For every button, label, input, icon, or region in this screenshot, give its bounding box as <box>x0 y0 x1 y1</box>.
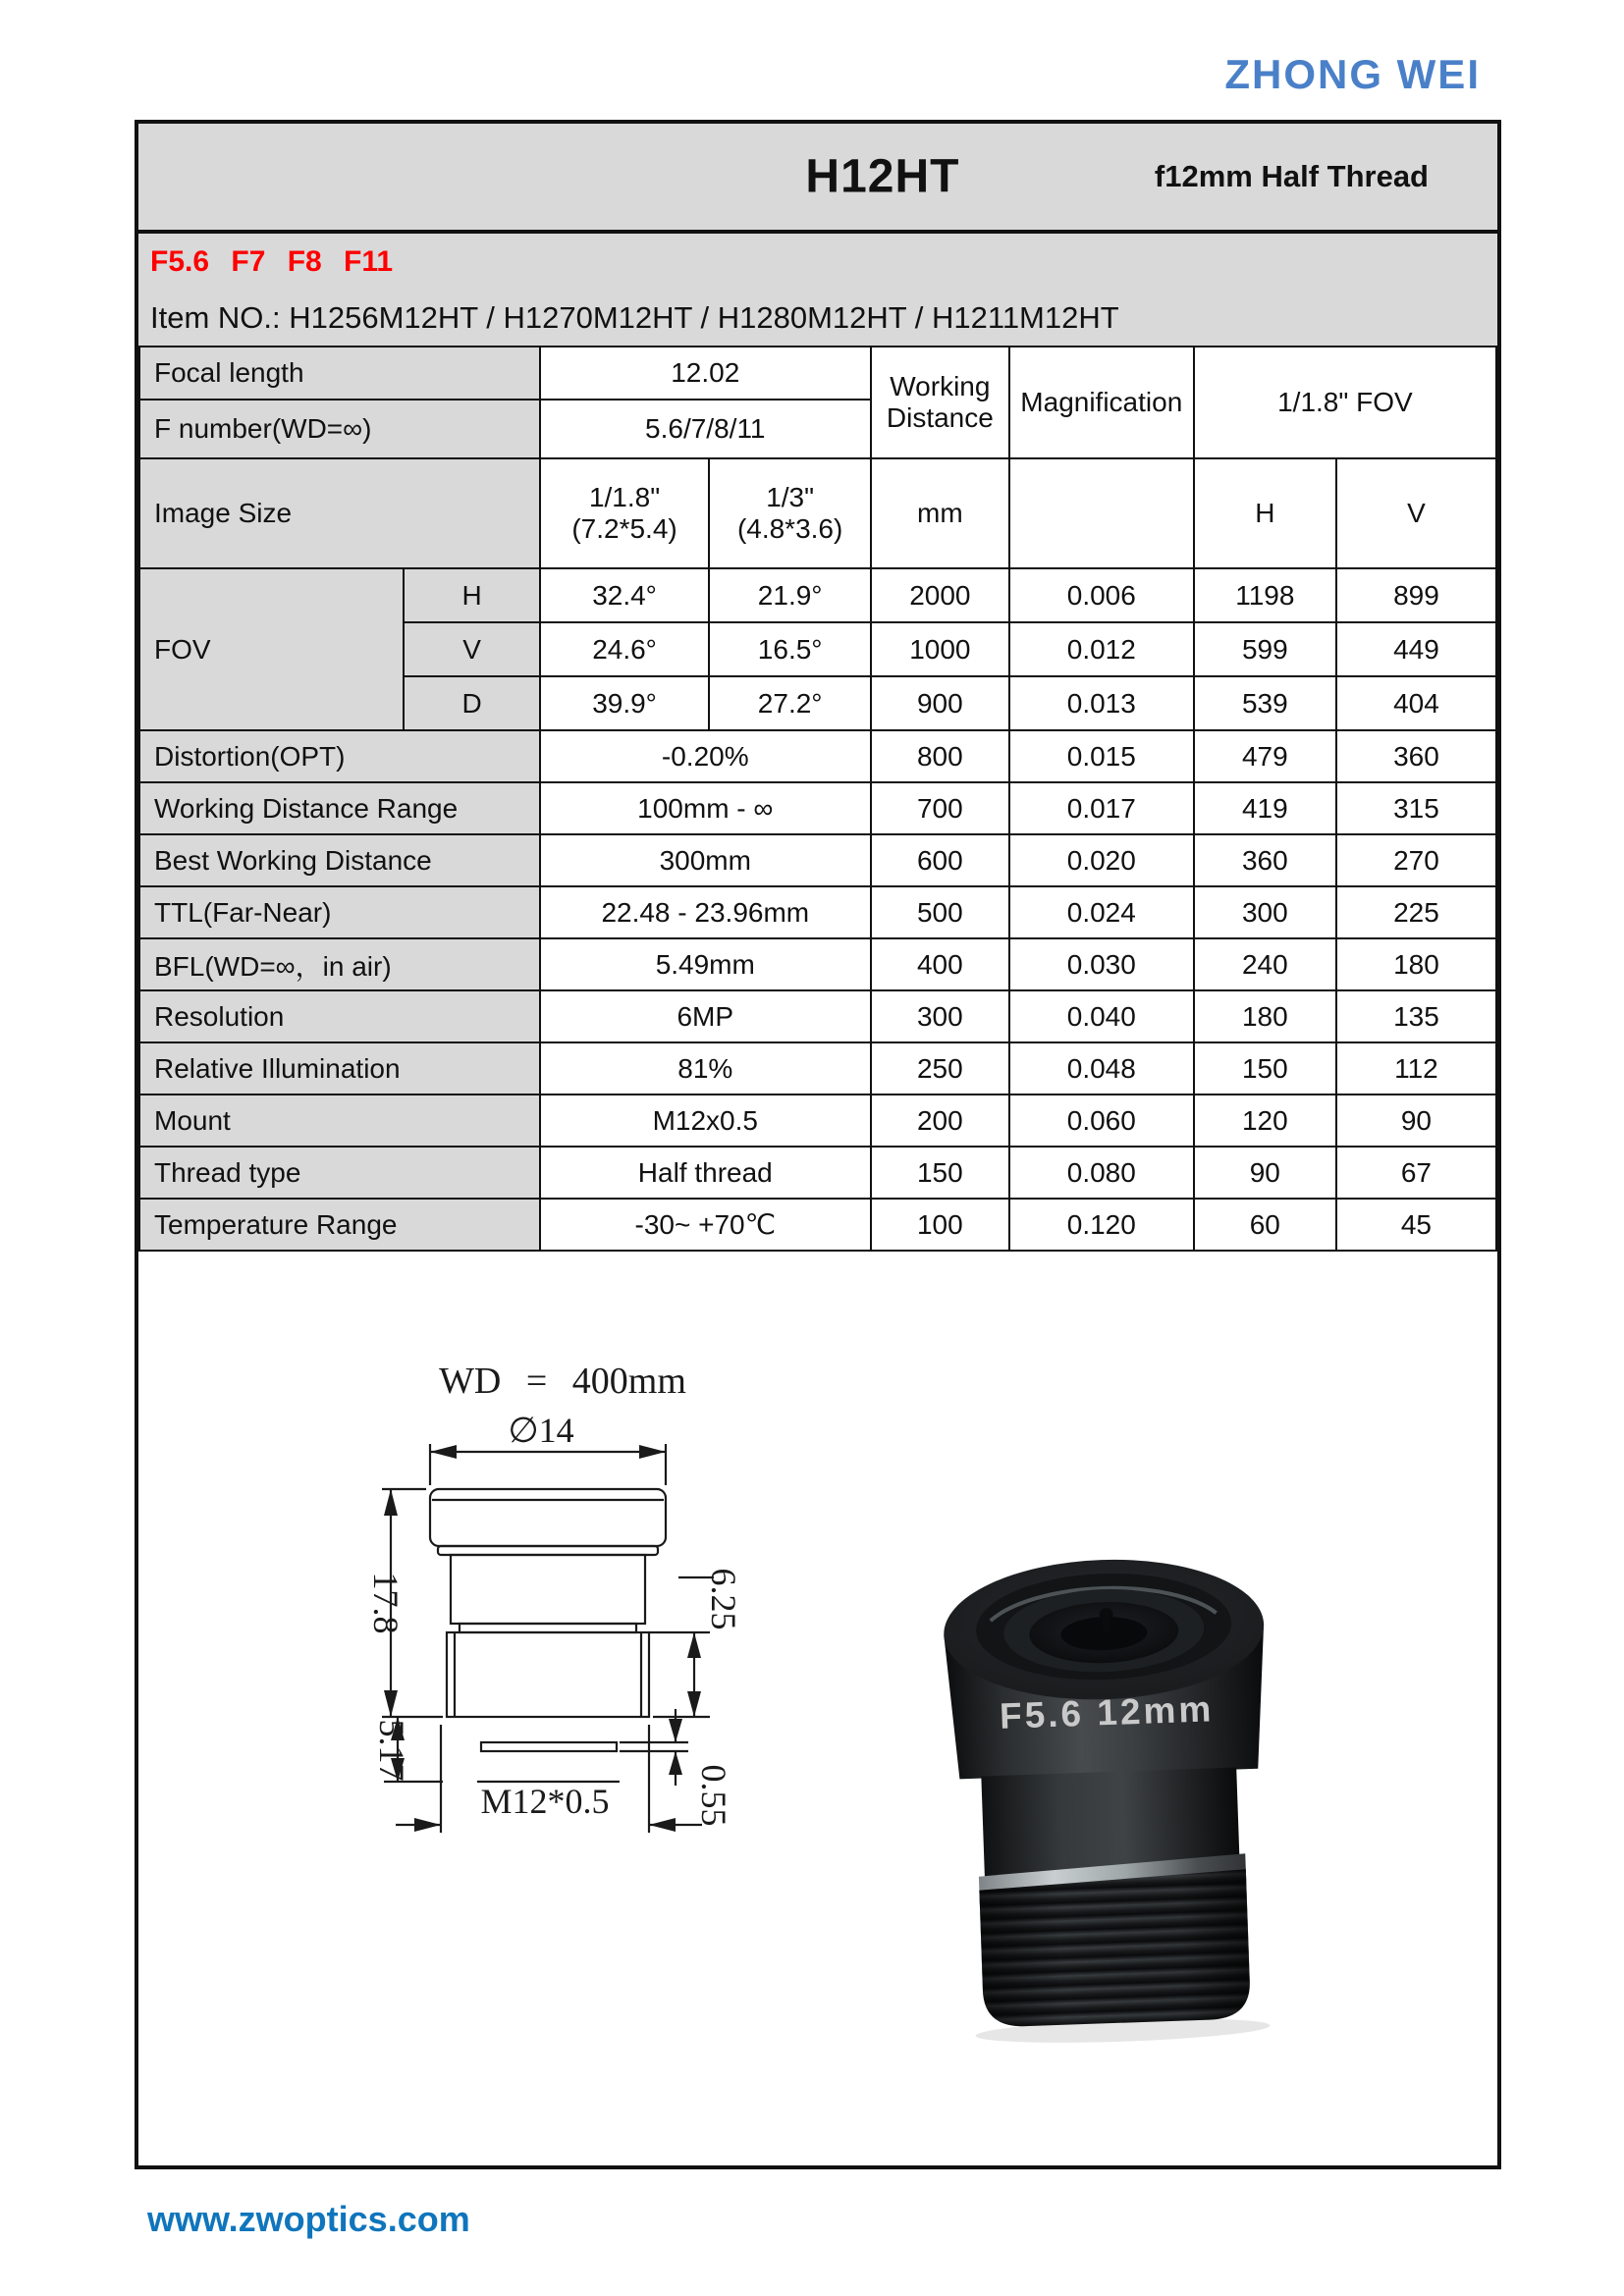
working-distance-note: WD = 400mm <box>439 1361 686 1402</box>
mag-value: 0.060 <box>1009 1095 1194 1147</box>
f-number-label: F number(WD=∞) <box>139 400 540 458</box>
image-size-col2 <box>709 458 870 568</box>
mag-value: 0.015 <box>1009 730 1194 782</box>
magnification-header: Magnification <box>1009 347 1194 458</box>
mag-value: 0.006 <box>1009 568 1194 622</box>
spec-value: 300mm <box>540 834 871 886</box>
fov-18-value: 39.9° <box>540 676 710 730</box>
spec-label: Distortion(OPT) <box>139 730 540 782</box>
row-best-working-distance <box>139 834 1496 886</box>
wd-value: 250 <box>871 1042 1009 1095</box>
spec-label: Relative Illumination <box>139 1042 540 1095</box>
wd-value: 900 <box>871 676 1009 730</box>
lens-technical-drawing <box>335 1342 806 2029</box>
fov-13-value: 16.5° <box>709 622 870 676</box>
spec-label: Resolution <box>139 990 540 1042</box>
fov-13-value: 27.2° <box>709 676 870 730</box>
image-size-col2-line2: (4.8*3.6) <box>736 513 843 544</box>
wd-value: 700 <box>871 782 1009 834</box>
v-value: 360 <box>1336 730 1496 782</box>
h-value: 150 <box>1194 1042 1336 1095</box>
row-relative-illumination <box>139 1042 1496 1095</box>
fov-axis: V <box>404 622 539 676</box>
row-image-size <box>139 458 1496 568</box>
datasheet-frame <box>135 120 1501 2169</box>
lens-body-group <box>942 1554 1278 2047</box>
flange-dim-label: 0.55 <box>694 1764 733 1827</box>
lens-thread-shading <box>979 1869 1251 2027</box>
v-value: 315 <box>1336 782 1496 834</box>
mag-value: 0.080 <box>1009 1147 1194 1199</box>
thread-spec-label: M12*0.5 <box>480 1782 610 1821</box>
fov-label: FOV <box>139 568 404 730</box>
spec-label: Thread type <box>139 1147 540 1199</box>
h-value: 360 <box>1194 834 1336 886</box>
diameter-dim-label: ∅14 <box>508 1411 574 1450</box>
h-value: 240 <box>1194 938 1336 990</box>
spec-label: BFL(WD=∞，in air) <box>139 938 540 990</box>
magnification-blank-cell <box>1009 458 1194 568</box>
lens-marking-text: F5.6 12mm <box>999 1688 1215 1736</box>
image-size-col1-line1: 1/1.8" <box>588 482 661 512</box>
spec-label: Best Working Distance <box>139 834 540 886</box>
lens-focus-pin-stem <box>1103 1611 1111 1632</box>
spec-value: -0.20% <box>540 730 871 782</box>
spec-value: 22.48 - 23.96mm <box>540 886 871 938</box>
focal-length-label: Focal length <box>139 347 540 400</box>
wd-value: 2000 <box>871 568 1009 622</box>
v-value: 225 <box>1336 886 1496 938</box>
fov-v-header: V <box>1336 458 1496 568</box>
v-value: 899 <box>1336 568 1496 622</box>
h-value: 300 <box>1194 886 1336 938</box>
drawing-cap-lip <box>438 1546 658 1555</box>
spec-value: 5.49mm <box>540 938 871 990</box>
aperture-variants-line: F5.6 F7 F8 F11 <box>138 234 1497 290</box>
row-working-distance-range <box>139 782 1496 834</box>
v-value: 112 <box>1336 1042 1496 1095</box>
fov-axis: H <box>404 568 539 622</box>
fov-18-value: 32.4° <box>540 568 710 622</box>
drawing-step <box>460 1624 636 1632</box>
lens-product-photo <box>914 1526 1307 2047</box>
v-value: 270 <box>1336 834 1496 886</box>
fov-axis: D <box>404 676 539 730</box>
wd-value: 300 <box>871 990 1009 1042</box>
v-value: 90 <box>1336 1095 1496 1147</box>
spec-table <box>138 346 1497 1252</box>
mag-value: 0.017 <box>1009 782 1194 834</box>
brand-logo-text: ZHONG WEI <box>1224 51 1481 97</box>
v-value: 45 <box>1336 1199 1496 1251</box>
fov-h-header: H <box>1194 458 1336 568</box>
spec-value: M12x0.5 <box>540 1095 871 1147</box>
mag-value: 0.020 <box>1009 834 1194 886</box>
v-value: 180 <box>1336 938 1496 990</box>
row-ttl <box>139 886 1496 938</box>
v-value: 67 <box>1336 1147 1496 1199</box>
mag-value: 0.120 <box>1009 1199 1194 1251</box>
drawing-flange <box>481 1742 617 1751</box>
mag-value: 0.024 <box>1009 886 1194 938</box>
spec-value: 100mm - ∞ <box>540 782 871 834</box>
v-value: 135 <box>1336 990 1496 1042</box>
wd-value: 100 <box>871 1199 1009 1251</box>
row-mount <box>139 1095 1496 1147</box>
wd-value: 400 <box>871 938 1009 990</box>
spec-value: -30~ +70℃ <box>540 1199 871 1251</box>
spec-label: Temperature Range <box>139 1199 540 1251</box>
mag-value: 0.048 <box>1009 1042 1194 1095</box>
mag-value: 0.013 <box>1009 676 1194 730</box>
image-size-col1-line2: (7.2*5.4) <box>571 513 677 544</box>
height-dim-label: 17.8 <box>366 1572 406 1634</box>
spec-label: TTL(Far-Near) <box>139 886 540 938</box>
model-subtitle: f12mm Half Thread <box>1154 159 1429 193</box>
h-value: 419 <box>1194 782 1336 834</box>
item-number-line: Item NO.: H1256M12HT / H1270M12HT / H1280M12HT / H1211M12HT <box>138 290 1497 346</box>
v-value: 404 <box>1336 676 1496 730</box>
mag-value: 0.030 <box>1009 938 1194 990</box>
wd-value: 800 <box>871 730 1009 782</box>
drawing-barrel <box>451 1555 645 1624</box>
h-value: 120 <box>1194 1095 1336 1147</box>
spec-value: 6MP <box>540 990 871 1042</box>
wd-value: 200 <box>871 1095 1009 1147</box>
h-value: 539 <box>1194 676 1336 730</box>
drawing-lower-body <box>447 1632 649 1717</box>
thread-length-dim-label: 5.17 <box>372 1719 411 1782</box>
mag-value: 0.040 <box>1009 990 1194 1042</box>
spec-label: Working Distance Range <box>139 782 540 834</box>
working-distance-unit: mm <box>871 458 1009 568</box>
row-temperature-range <box>139 1199 1496 1251</box>
image-size-col2-line1: 1/3" <box>766 482 815 512</box>
fov-13-value: 21.9° <box>709 568 870 622</box>
mag-value: 0.012 <box>1009 622 1194 676</box>
lower-height-dim-label: 6.25 <box>704 1568 743 1630</box>
row-fov-h <box>139 568 1496 622</box>
wd-value: 600 <box>871 834 1009 886</box>
wd-value: 1000 <box>871 622 1009 676</box>
figure-area <box>138 1252 1497 2165</box>
spec-label: Mount <box>139 1095 540 1147</box>
spec-value: 81% <box>540 1042 871 1095</box>
h-value: 60 <box>1194 1199 1336 1251</box>
focal-length-value: 12.02 <box>540 347 871 400</box>
row-resolution <box>139 990 1496 1042</box>
fov-18-value: 24.6° <box>540 622 710 676</box>
h-value: 479 <box>1194 730 1336 782</box>
image-size-col1 <box>540 458 710 568</box>
row-thread-type <box>139 1147 1496 1199</box>
model-title: H12HT <box>805 150 960 203</box>
h-value: 1198 <box>1194 568 1336 622</box>
working-distance-header: Working Distance <box>871 347 1009 458</box>
image-size-label: Image Size <box>139 458 540 568</box>
website-url: www.zwoptics.com <box>147 2199 470 2239</box>
f-number-value: 5.6/7/8/11 <box>540 400 871 458</box>
spec-value: Half thread <box>540 1147 871 1199</box>
drawing-arrowheads <box>384 1445 701 1832</box>
drawing-cap <box>430 1489 666 1546</box>
row-focal-length <box>139 347 1496 400</box>
wd-value: 500 <box>871 886 1009 938</box>
h-value: 599 <box>1194 622 1336 676</box>
row-bfl <box>139 938 1496 990</box>
wd-value: 150 <box>871 1147 1009 1199</box>
title-band <box>138 124 1497 234</box>
h-value: 90 <box>1194 1147 1336 1199</box>
row-distortion <box>139 730 1496 782</box>
h-value: 180 <box>1194 990 1336 1042</box>
fov-header: 1/1.8" FOV <box>1194 347 1496 458</box>
v-value: 449 <box>1336 622 1496 676</box>
